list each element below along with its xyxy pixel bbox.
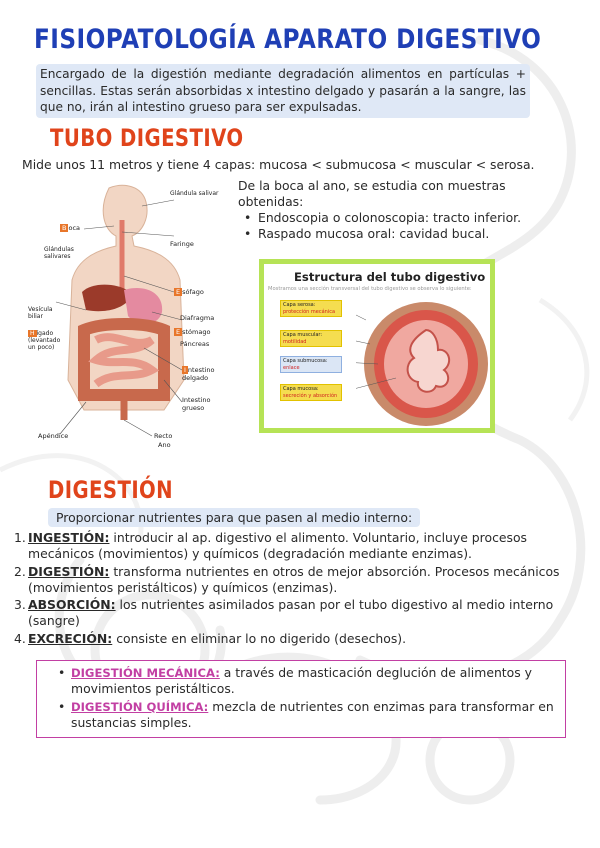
label-faringe: Faringe	[170, 240, 194, 248]
estructura-title: Estructura del tubo digestivo	[294, 270, 486, 284]
digestion-type-text: mezcla de nutrientes con enzimas para transformar en sustancias simples.	[71, 698, 554, 730]
layer-submucosa-name: Capa submucosa:	[283, 358, 328, 364]
label-higado-letter: H	[30, 330, 35, 337]
step-keyword: INGESTIÓN:	[28, 530, 110, 545]
label-estomago-text: stómago	[182, 328, 211, 336]
digestion-purpose: Proporcionar nutrientes para que pasen al medio interno:	[48, 508, 420, 527]
estructura-subtitle: Mostramos una sección transversal del tubo digestivo se observa lo siguiente:	[268, 286, 472, 292]
estructura-tubo-card	[259, 259, 495, 433]
page-title: FISIOPATOLOGÍA APARATO DIGESTIVO	[34, 24, 542, 55]
digestion-types-box	[36, 660, 566, 738]
study-bullet-item: • Endoscopia o colonoscopia: tracto inferior.	[238, 210, 528, 226]
digestion-step	[14, 530, 584, 563]
layer-serosa	[280, 300, 342, 317]
label-intestino-delgado-letter: I	[184, 366, 186, 374]
step-text: consiste en eliminar lo no digerido (desechos).	[112, 630, 407, 646]
label-higado	[28, 330, 68, 351]
layer-submucosa-desc: enlace	[283, 364, 300, 371]
digestion-type-keyword: DIGESTIÓN QUÍMICA:	[71, 699, 209, 714]
label-estomago-letter: E	[176, 328, 181, 336]
digestion-step	[14, 564, 584, 597]
layer-mucosa	[280, 384, 342, 401]
layer-serosa-desc: protección mecánica	[283, 308, 336, 315]
label-boca-text: oca	[68, 224, 81, 232]
study-bullets	[238, 210, 528, 242]
cross-section-illustration	[356, 300, 488, 426]
label-diafragma: Diafragma	[180, 314, 215, 322]
tubo-digestivo-heading: TUBO DIGESTIVO	[50, 124, 244, 152]
step-text: transforma nutrientes en otros de mejor absorción. Procesos mecánicos (movimientos peristálticos) y químicos (enzimas).	[28, 563, 560, 595]
step-number: 3.	[14, 597, 26, 613]
digestion-type-item	[71, 665, 565, 698]
digestion-heading: DIGESTIÓN	[48, 476, 174, 504]
step-keyword: DIGESTIÓN:	[28, 563, 110, 579]
label-boca-letter: B	[62, 224, 67, 232]
step-keyword: EXCRECIÓN:	[28, 630, 113, 646]
label-pancreas: Páncreas	[180, 340, 210, 348]
digestion-type-text: a través de masticación deglución de alimentos y movimientos peristálticos.	[71, 665, 532, 697]
step-number: 1.	[14, 530, 26, 545]
study-text: De la boca al ano, se estudia con muestras obtenidas:	[238, 178, 506, 209]
label-esofago-text: sófago	[182, 288, 204, 296]
step-number: 2.	[14, 563, 26, 579]
estructura-tubo-inner	[264, 264, 490, 428]
layer-mucosa-name: Capa mucosa:	[283, 386, 319, 392]
label-esofago-letter: E	[176, 288, 181, 296]
label-glandulas-salivares: Glándulas salivares	[44, 246, 74, 260]
digestion-type-item	[71, 699, 565, 732]
digestion-types-list	[37, 661, 565, 731]
digestive-system-illustration	[24, 180, 230, 452]
layer-mucosa-desc: secreción y absorción	[283, 392, 338, 399]
label-boca	[60, 224, 80, 232]
layer-serosa-name: Capa serosa:	[283, 302, 316, 308]
label-higado-text: ígado (levantado un poco)	[28, 330, 61, 351]
step-number: 4.	[14, 630, 26, 646]
label-estomago	[174, 328, 210, 336]
label-intestino-delgado-text: ntestino delgado	[182, 366, 215, 382]
digestion-step	[14, 631, 584, 647]
label-glandula-salivar: Glándula salivar	[170, 190, 219, 197]
digestion-type-keyword: DIGESTIÓN MECÁNICA:	[71, 666, 220, 680]
study-bullet-item: • Raspado mucosa oral: cavidad bucal.	[238, 226, 528, 242]
intro-paragraph: Encargado de la digestión mediante degradación alimentos en partículas + sencillas. Estas serán absorbidas x intestino delgado y pasarán a la sangre, las que no, irán al intestino grueso para ser expulsadas.	[36, 64, 530, 118]
layer-submucosa	[280, 356, 342, 373]
label-ano: Ano	[158, 441, 171, 449]
label-apendice: Apéndice	[38, 432, 69, 440]
layer-muscular-name: Capa muscular:	[283, 332, 323, 338]
label-recto: Recto	[154, 432, 173, 440]
study-methods	[238, 178, 528, 242]
step-keyword: ABSORCIÓN:	[28, 597, 116, 613]
digestion-steps	[14, 530, 584, 648]
layer-muscular	[280, 330, 342, 347]
digestion-step	[14, 597, 584, 630]
label-intestino-grueso: Intestino grueso	[182, 396, 211, 412]
step-text: los nutrientes asimilados pasan por el tubo digestivo al medio interno (sangre)	[28, 597, 554, 629]
label-esofago	[174, 288, 204, 296]
layers-line: Mide unos 11 metros y tiene 4 capas: mucosa < submucosa < muscular < serosa.	[22, 157, 535, 172]
label-vesicula: Vesícula biliar	[28, 306, 53, 320]
step-text: introducir al ap. digestivo el alimento. Voluntario, incluye procesos mecánicos (movimientos) y químicos (degradación mediante enzimas).	[28, 530, 527, 562]
label-intestino-delgado	[182, 366, 226, 382]
layer-muscular-desc: motilidad	[283, 338, 307, 345]
